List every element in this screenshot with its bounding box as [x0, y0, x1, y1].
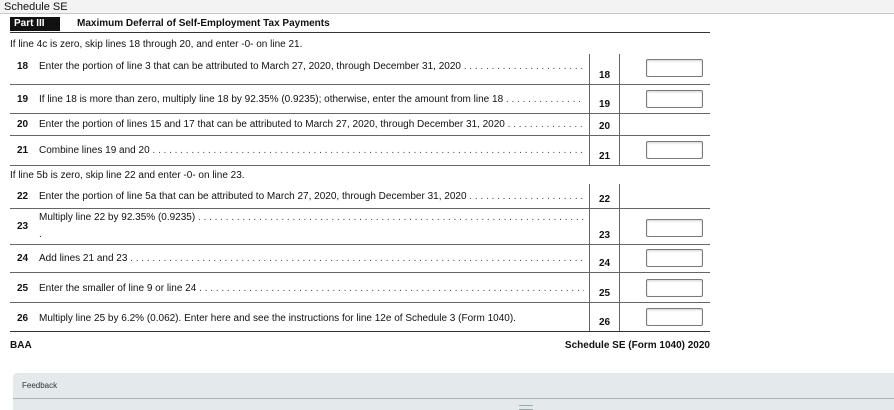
footer-baa: BAA	[10, 340, 32, 351]
line-text: Enter the portion of lines 15 and 17 that can be attributed to March 27, 2020, through December 31, 2020 . . .	[39, 119, 584, 130]
line-box-label: 21	[598, 151, 611, 162]
feedback-bar[interactable]	[13, 373, 894, 410]
line-number: 22	[17, 191, 29, 202]
window-title: Schedule SE	[0, 0, 894, 14]
line-24-input[interactable]	[646, 249, 703, 267]
line-number: 24	[17, 253, 29, 264]
line-24-row	[10, 244, 710, 273]
line-text: If line 18 is more than zero, multiply line 18 by 92.35% (0.9235); otherwise, enter the amount from line 18 . . .	[39, 94, 584, 105]
line-text: Enter the smaller of line 9 or line 24 . . .	[39, 283, 584, 294]
line-box-label: 26	[598, 317, 611, 328]
line-box-label: 20	[598, 121, 611, 132]
line-19-row	[10, 84, 710, 114]
line-number: 26	[17, 313, 29, 324]
line-number: 21	[17, 145, 29, 156]
line-box	[589, 272, 620, 302]
line-18-input[interactable]	[646, 59, 703, 77]
line-box	[589, 302, 620, 331]
line-box-label: 23	[598, 230, 611, 241]
feedback-label[interactable]: Feedback	[22, 381, 58, 390]
line-box	[589, 54, 620, 84]
line-box	[589, 208, 620, 244]
line-box-label: 18	[598, 70, 611, 81]
line-text: Multiply line 22 by 92.35% (0.9235) . . .	[39, 212, 584, 223]
line-box	[589, 113, 620, 135]
line-number: 18	[17, 61, 29, 72]
line-box	[589, 184, 620, 208]
line-box-label: 22	[598, 194, 611, 205]
line-18-row	[10, 54, 710, 85]
line-25-input[interactable]	[646, 279, 703, 297]
part-header	[10, 17, 710, 33]
line-box-label: 19	[598, 99, 611, 110]
line-21-row	[10, 135, 710, 166]
line-25-row	[10, 272, 710, 303]
part-title: Maximum Deferral of Self-Employment Tax Payments	[77, 18, 330, 29]
line-23-input[interactable]	[646, 219, 703, 237]
line-26-row	[10, 302, 710, 332]
line-19-input[interactable]	[646, 90, 703, 108]
note-line4c: If line 4c is zero, skip lines 18 through 20, and enter -0- on line 21.	[10, 39, 303, 50]
line-text: Enter the portion of line 3 that can be attributed to March 27, 2020, through December 31, 2020 . . .	[39, 61, 584, 72]
line-text: Multiply line 25 by 6.2% (0.062). Enter here and see the instructions for line 12e of Schedule 3 (Form 1040).	[39, 313, 516, 324]
line-23-row	[10, 208, 710, 245]
line-21-input[interactable]	[646, 141, 703, 159]
line-20-row	[10, 113, 710, 136]
line-number: 20	[17, 119, 29, 130]
line-box-label: 24	[598, 258, 611, 269]
footer-form-id: Schedule SE (Form 1040) 2020	[564, 340, 710, 351]
divider	[13, 398, 894, 399]
line-number: 23	[17, 221, 29, 232]
part-tag: Part III	[10, 17, 60, 31]
line-number: 25	[17, 283, 29, 294]
line-box	[589, 135, 620, 165]
note-line5b: If line 5b is zero, skip line 22 and enter -0- on line 23.	[10, 170, 245, 181]
line-number: 19	[17, 94, 29, 105]
line-text-continued: .	[39, 229, 42, 240]
line-box	[589, 244, 620, 272]
resize-grip-icon[interactable]	[519, 405, 533, 410]
line-box-label: 25	[598, 288, 611, 299]
line-box	[589, 84, 620, 113]
line-text: Enter the portion of line 5a that can be attributed to March 27, 2020, through December 31, 2020 . . .	[39, 191, 584, 202]
line-text: Add lines 21 and 23 . . .	[39, 253, 584, 264]
line-26-input[interactable]	[646, 308, 703, 326]
line-text: Combine lines 19 and 20 . . .	[39, 145, 584, 156]
line-22-row	[10, 184, 710, 209]
